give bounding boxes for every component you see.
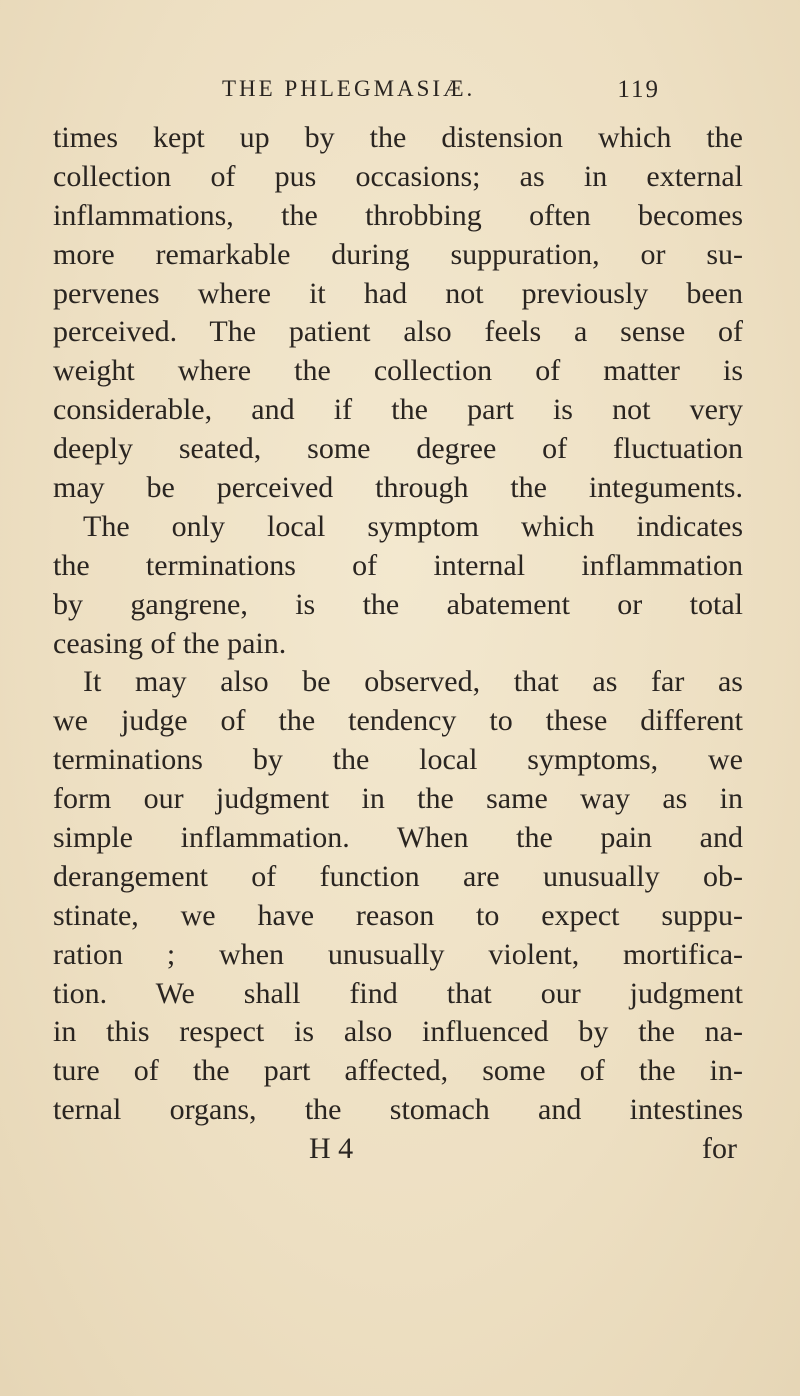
text-line: in this respect is also influenced by the na- xyxy=(53,1015,743,1049)
page-number: 119 xyxy=(617,76,660,103)
text-line: terminations by the local symptoms, we xyxy=(53,743,743,777)
text-line: more remarkable during suppuration, or su- xyxy=(53,237,743,271)
paragraph-end-line: ceasing of the pain. xyxy=(53,626,287,660)
text-line: considerable, and if the part is not very xyxy=(53,393,743,427)
text-line: the terminations of internal inflammation xyxy=(53,548,743,582)
paragraph-start-line: It may also be observed, that as far as xyxy=(83,665,743,699)
text-line: derangement of function are unusually ob- xyxy=(53,859,743,893)
text-line: may be perceived through the integuments. xyxy=(53,471,743,505)
text-line: collection of pus occasions; as in external xyxy=(53,159,743,193)
text-line: inflammations, the throbbing often becomes xyxy=(53,198,743,232)
paragraph-start-line: The only local symptom which indicates xyxy=(83,509,743,543)
text-line: ternal organs, the stomach and intestines xyxy=(53,1093,743,1127)
running-title: THE PHLEGMASIÆ. xyxy=(222,76,476,101)
text-line: times kept up by the distension which the xyxy=(53,121,743,154)
text-line: tion. We shall find that our judgment xyxy=(53,976,743,1010)
text-line: perceived. The patient also feels a sense of xyxy=(53,315,743,349)
text-line: weight where the collection of matter is xyxy=(53,354,743,388)
text-line: ture of the part affected, some of the in- xyxy=(53,1054,743,1088)
text-line: stinate, we have reason to expect suppu- xyxy=(53,898,743,932)
signature-mark: H 4 xyxy=(309,1132,354,1166)
text-line: pervenes where it had not previously been xyxy=(53,276,743,310)
page-footer xyxy=(53,1130,743,1169)
catchword: for xyxy=(702,1132,737,1166)
text-line: by gangrene, is the abatement or total xyxy=(53,587,743,621)
text-line: simple inflammation. When the pain and xyxy=(53,821,743,855)
text-line: form our judgment in the same way as in xyxy=(53,782,743,816)
text-line: ration ; when unusually violent, mortifica- xyxy=(53,937,743,971)
body-text xyxy=(53,119,743,1169)
running-head xyxy=(222,76,660,110)
text-line: deeply seated, some degree of fluctuation xyxy=(53,432,743,466)
text-line: we judge of the tendency to these different xyxy=(53,704,743,738)
